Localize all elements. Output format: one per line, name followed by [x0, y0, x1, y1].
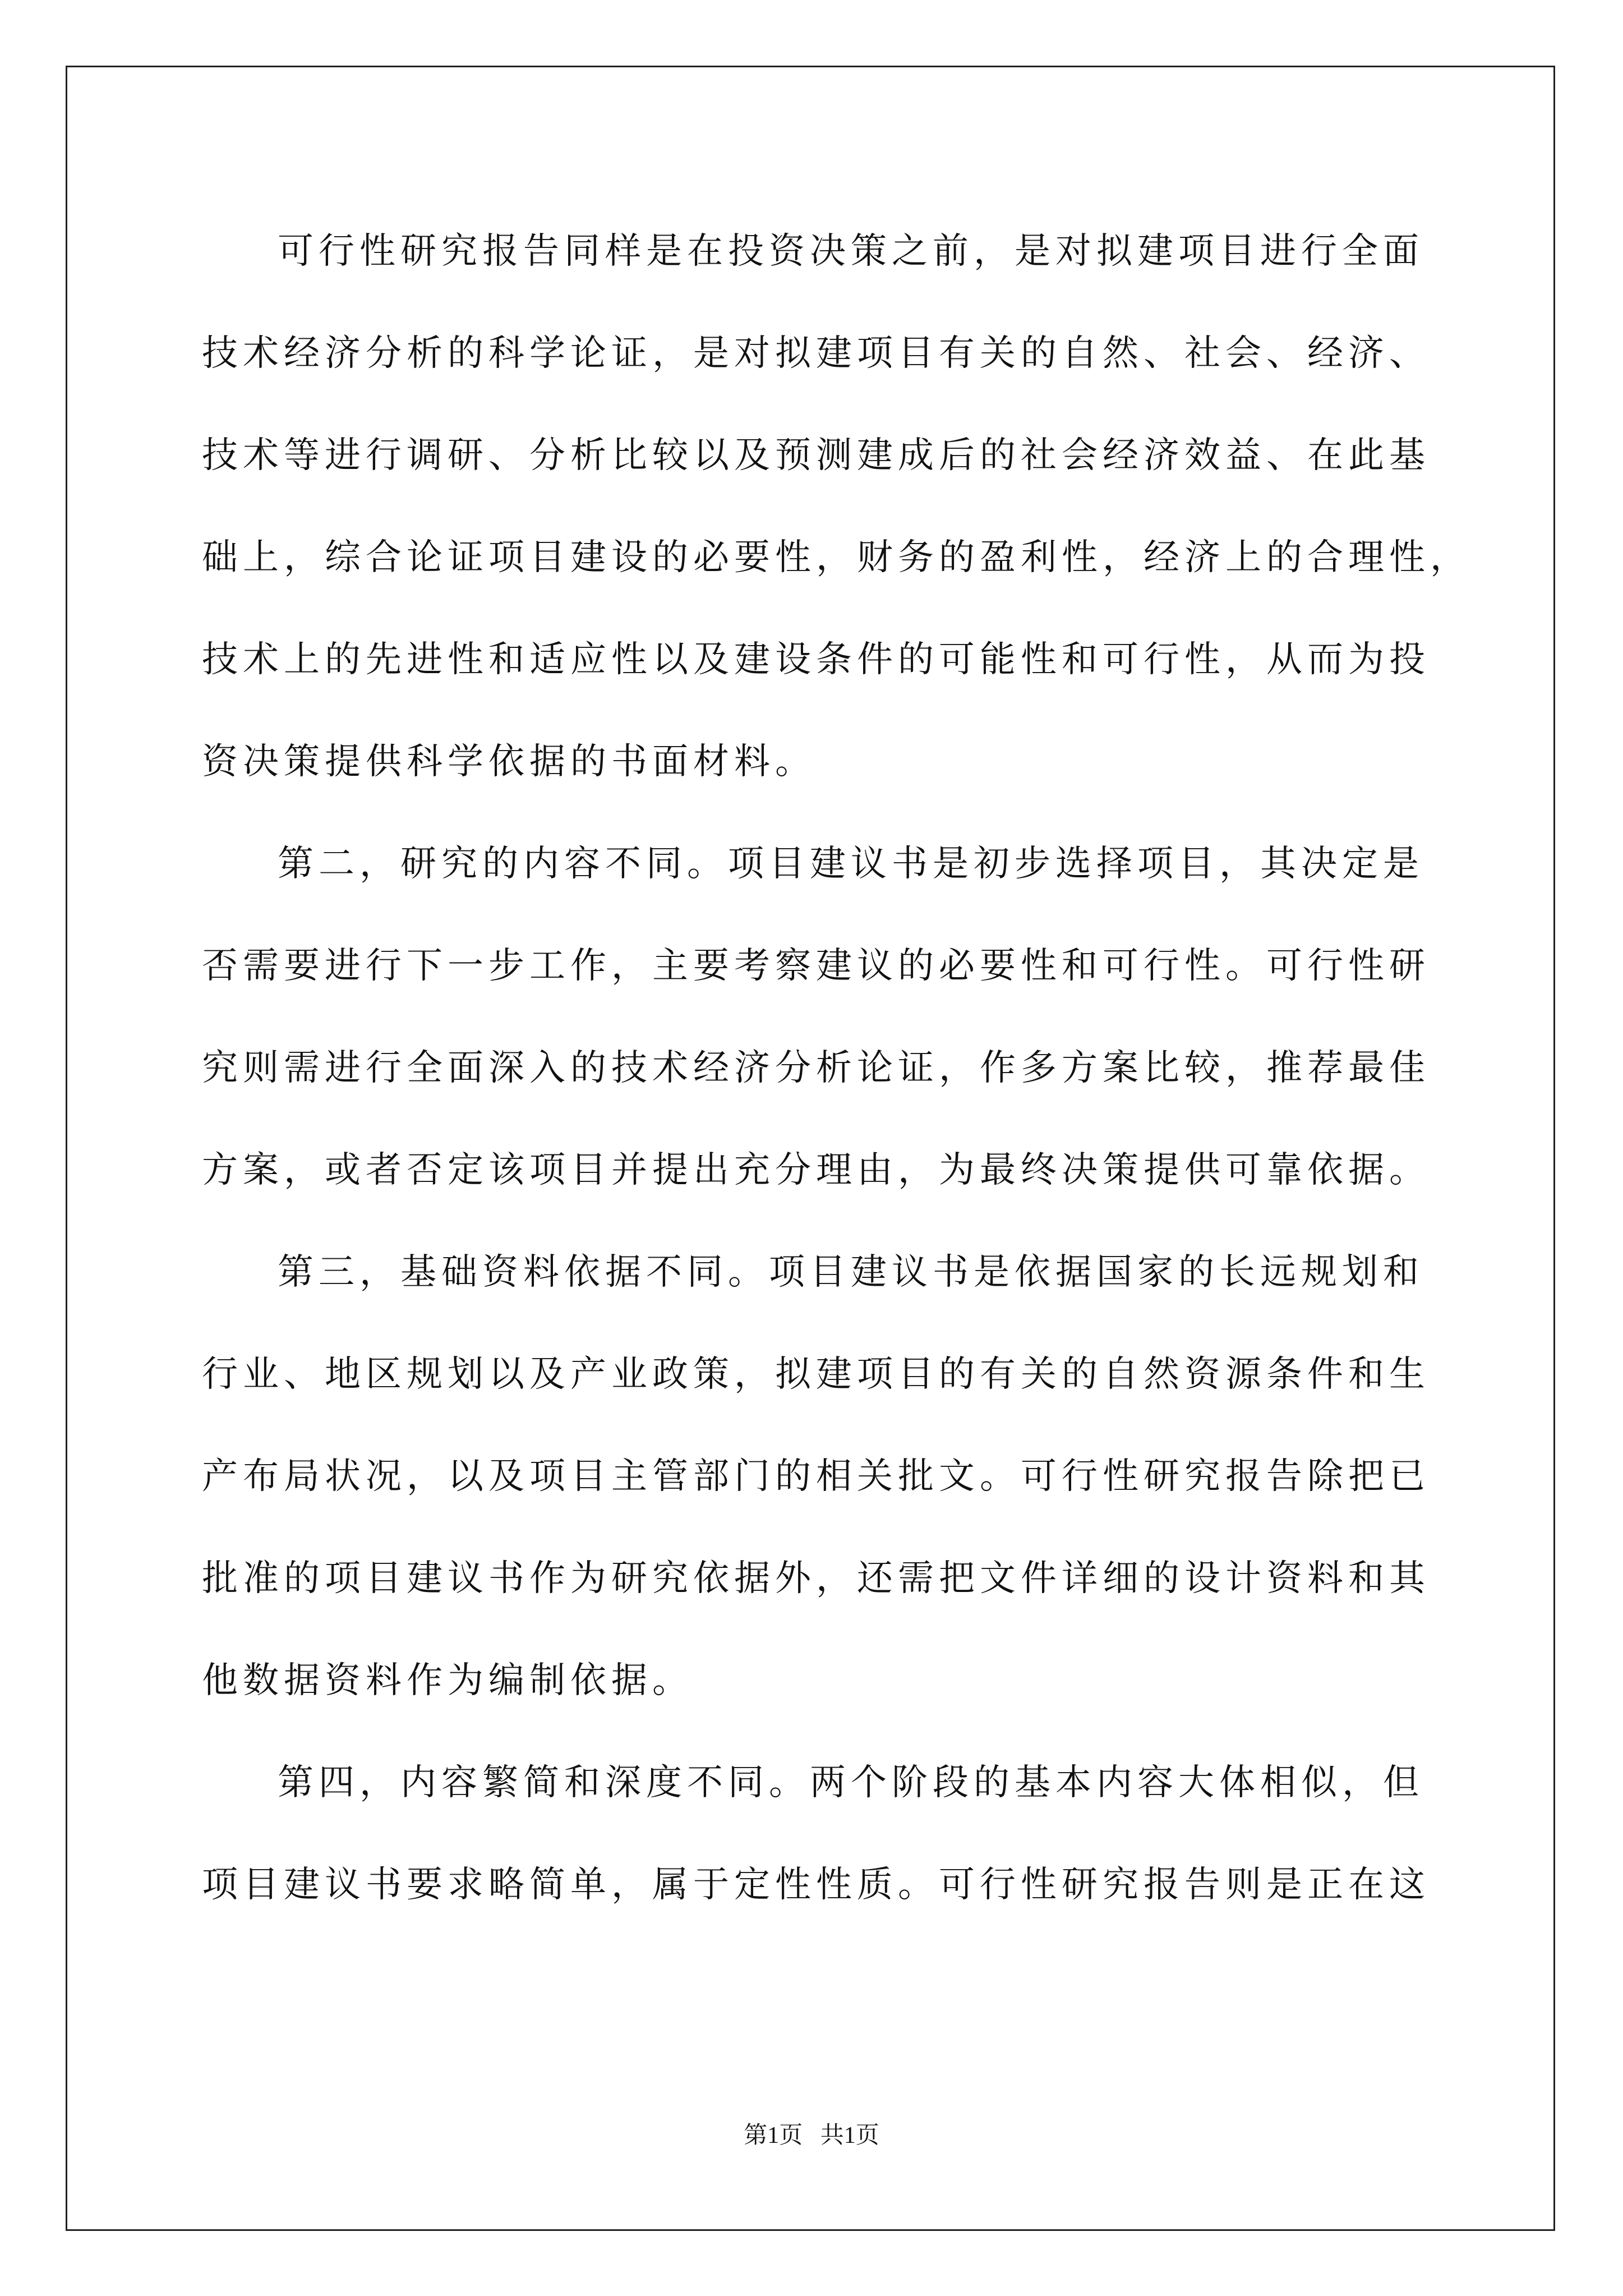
text-line: 第二，研究的内容不同。项目建议书是初步选择项目，其决定是 — [278, 843, 1424, 885]
text-line: 技术等进行调研、分析比较以及预测建成后的社会经济效益、在此基 — [202, 435, 1430, 476]
text-line: 项目建议书要求略简单，属于定性性质。可行性研究报告则是正在这 — [202, 1864, 1430, 1906]
text-line: 方案，或者否定该项目并提出充分理由，为最终决策提供可靠依据。 — [202, 1149, 1430, 1191]
text-line: 产布局状况，以及项目主管部门的相关批文。可行性研究报告除把已 — [202, 1456, 1430, 1497]
text-line: 可行性研究报告同样是在投资决策之前，是对拟建项目进行全面 — [278, 231, 1424, 272]
text-line: 批准的项目建议书作为研究依据外，还需把文件详细的设计资料和其 — [202, 1558, 1430, 1599]
text-line: 资决策提供科学依据的书面材料。 — [202, 741, 816, 783]
text-line: 他数据资料作为编制依据。 — [202, 1660, 693, 1701]
text-line: 究则需进行全面深入的技术经济分析论证，作多方案比较，推荐最佳 — [202, 1047, 1430, 1089]
text-line: 第三，基础资料依据不同。项目建议书是依据国家的长远规划和 — [278, 1251, 1424, 1293]
text-line: 技术经济分析的科学论证，是对拟建项目有关的自然、社会、经济、 — [202, 333, 1430, 374]
text-line: 础上，综合论证项目建设的必要性，财务的盈利性，经济上的合理性， — [202, 537, 1471, 578]
page-footer: 第1页 共1页 — [744, 2123, 879, 2148]
text-line: 行业、地区规划以及产业政策，拟建项目的有关的自然资源条件和生 — [202, 1354, 1430, 1395]
text-line: 第四，内容繁简和深度不同。两个阶段的基本内容大体相似，但 — [278, 1762, 1424, 1803]
text-line: 否需要进行下一步工作，主要考察建议的必要性和可行性。可行性研 — [202, 945, 1430, 987]
text-line: 技术上的先进性和适应性以及建设条件的可能性和可行性，从而为投 — [202, 639, 1430, 680]
